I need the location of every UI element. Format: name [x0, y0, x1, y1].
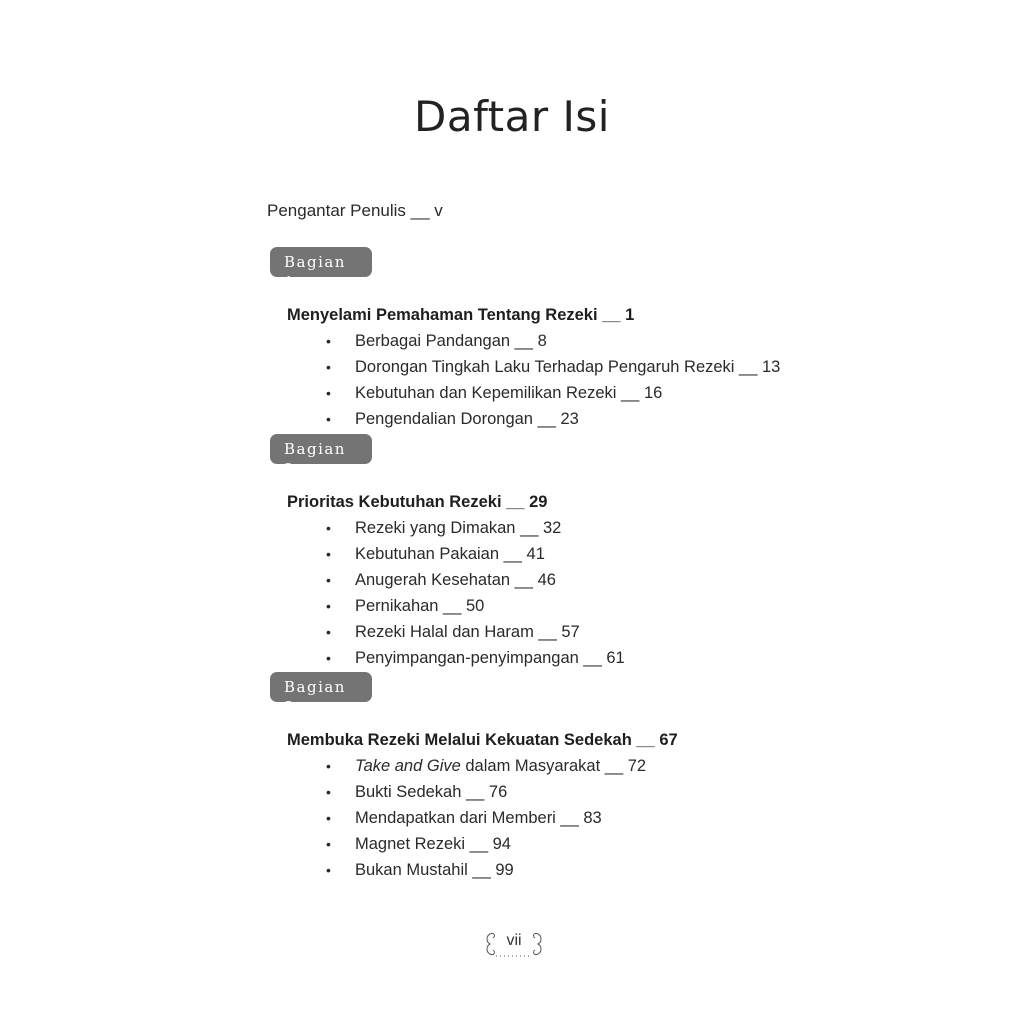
- list-item: • Berbagai Pandangan __ 8: [270, 328, 790, 354]
- list-item: • Pernikahan __ 50: [270, 593, 790, 619]
- bullet-icon: •: [326, 520, 331, 536]
- section-item-list: [270, 515, 790, 671]
- intro-entry: Pengantar Penulis __ v: [267, 201, 443, 220]
- section-heading: Membuka Rezeki Melalui Kekuatan Sedekah __ 67: [287, 731, 678, 749]
- list-item: • Bukan Mustahil __ 99: [270, 857, 790, 883]
- bullet-icon: •: [326, 810, 331, 826]
- list-item: • Pengendalian Dorongan __ 23: [270, 406, 790, 432]
- bullet-icon: •: [326, 836, 331, 852]
- section-badge: Bagian 1: [270, 247, 372, 277]
- bullet-icon: •: [326, 862, 331, 878]
- section-1: [270, 247, 790, 432]
- list-item: • Take and Give dalam Masyarakat __ 72: [270, 753, 790, 779]
- section-badge: Bagian 3: [270, 672, 372, 702]
- list-item: • Mendapatkan dari Memberi __ 83: [270, 805, 790, 831]
- bullet-icon: •: [326, 333, 331, 349]
- section-3: [270, 672, 790, 883]
- bullet-icon: •: [326, 650, 331, 666]
- section-item-list: [270, 328, 790, 432]
- bullet-icon: •: [326, 359, 331, 375]
- section-heading: Menyelami Pemahaman Tentang Rezeki __ 1: [287, 306, 635, 324]
- bullet-icon: •: [326, 758, 331, 774]
- list-item: • Penyimpangan-penyimpangan __ 61: [270, 645, 790, 671]
- list-item: • Magnet Rezeki __ 94: [270, 831, 790, 857]
- list-item: • Rezeki Halal dan Haram __ 57: [270, 619, 790, 645]
- section-item-list: [270, 753, 790, 883]
- page-number-ornament: [484, 926, 544, 962]
- bullet-icon: •: [326, 598, 331, 614]
- page-title: Daftar Isi: [414, 92, 610, 141]
- section-2: [270, 434, 790, 671]
- list-item: • Dorongan Tingkah Laku Terhadap Pengaruh Rezeki __ 13: [270, 354, 790, 380]
- bullet-icon: •: [326, 624, 331, 640]
- list-item: • Kebutuhan Pakaian __ 41: [270, 541, 790, 567]
- list-item: • Anugerah Kesehatan __ 46: [270, 567, 790, 593]
- bullet-icon: •: [326, 385, 331, 401]
- bullet-icon: •: [326, 572, 331, 588]
- list-item: • Bukti Sedekah __ 76: [270, 779, 790, 805]
- italic-term: Take and Give: [355, 757, 461, 775]
- list-item: • Kebutuhan dan Kepemilikan Rezeki __ 16: [270, 380, 790, 406]
- bullet-icon: •: [326, 411, 331, 427]
- section-heading: Prioritas Kebutuhan Rezeki __ 29: [287, 493, 548, 511]
- bullet-icon: •: [326, 784, 331, 800]
- section-badge: Bagian 2: [270, 434, 372, 464]
- bullet-icon: •: [326, 546, 331, 562]
- list-item: • Rezeki yang Dimakan __ 32: [270, 515, 790, 541]
- page-number: vii: [506, 932, 522, 949]
